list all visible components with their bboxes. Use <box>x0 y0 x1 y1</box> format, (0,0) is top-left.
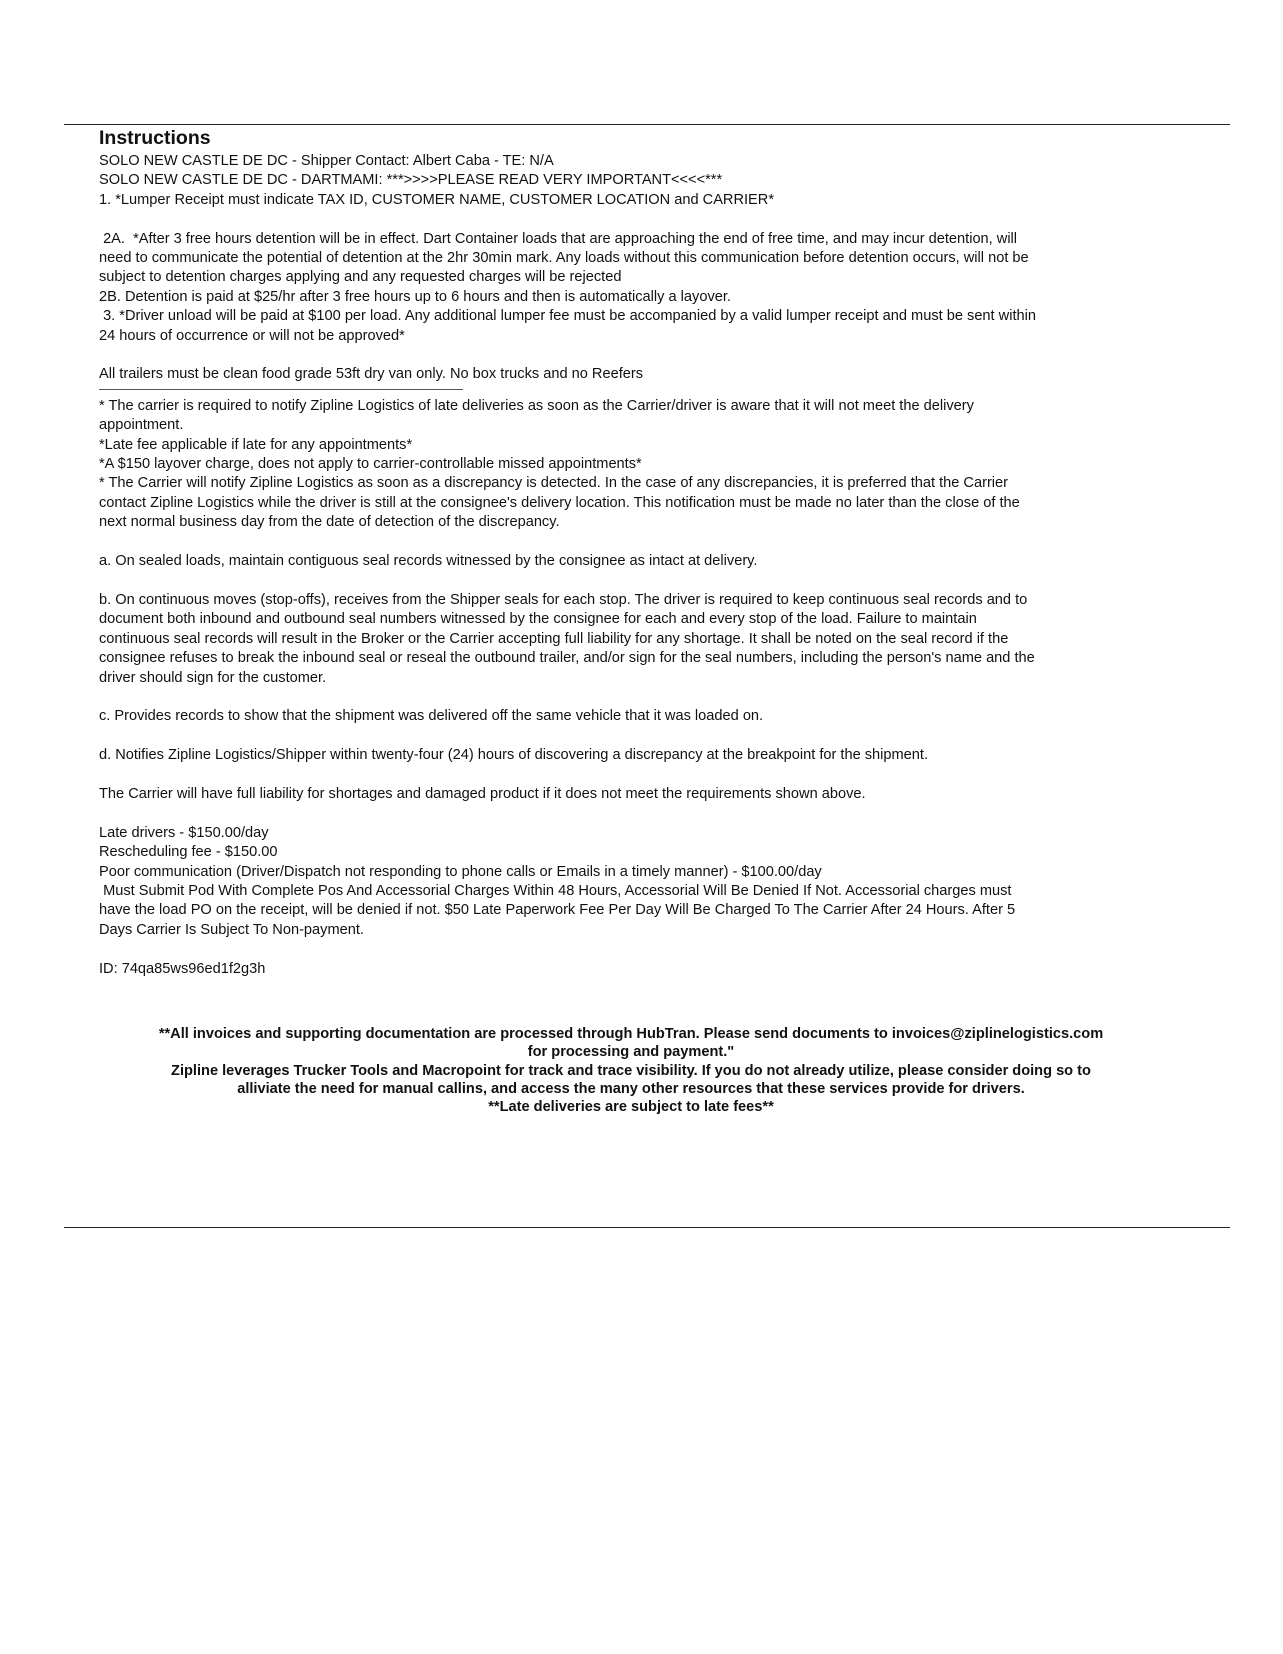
layover-line: *A $150 layover charge, does not apply to carrier-controllable missed appointments* <box>99 456 642 473</box>
instructions-section <box>99 126 1139 979</box>
item-a-line: a. On sealed loads, maintain contiguous seal records witnessed by the consignee as intact at delivery. <box>99 553 758 570</box>
late-notify-line: appointment. <box>99 417 184 434</box>
pod-submission-line: have the load PO on the receipt, will be denied if not. $50 Late Paperwork Fee Per Day Will Be Charged To The Carrier After 24 Hours. After 5 <box>99 902 1016 919</box>
item-d-line: d. Notifies Zipline Logistics/Shipper within twenty-four (24) hours of discovering a discrepancy at the breakpoint for the shipment. <box>99 747 929 764</box>
bottom-divider <box>64 1227 1230 1228</box>
item-b-line: b. On continuous moves (stop-offs), receives from the Shipper seals for each stop. The driver is required to keep continuous seal records and to <box>99 591 1028 608</box>
late-fee-line: *Late fee applicable if late for any appointments* <box>99 436 413 453</box>
discrepancy-line: * The Carrier will notify Zipline Logistics as soon as a discrepancy is detected. In the case of any discrepancies, it is preferred that the Carrier <box>99 475 1009 492</box>
tracking-line: alliviate the need for manual callins, and access the many other resources that these services provide for drivers. <box>237 1080 1025 1097</box>
spacer <box>99 533 1139 552</box>
detention-2a-line: 2A. *After 3 free hours detention will be in effect. Dart Container loads that are approaching the end of free time, and may incur detention, will <box>99 230 1018 247</box>
important-notice-line: SOLO NEW CASTLE DE DC - DARTMAMI: ***>>>>PLEASE READ VERY IMPORTANT<<<<*** <box>99 172 723 189</box>
item-b-line: continuous seal records will result in the Broker or the Carrier accepting full liability for any shortage. It shall be noted on the seal record if the <box>99 630 1009 647</box>
lumper-receipt-line: 1. *Lumper Receipt must indicate TAX ID, CUSTOMER NAME, CUSTOMER LOCATION and CARRIER* <box>99 191 775 208</box>
document-id-line: ID: 74qa85ws96ed1f2g3h <box>99 960 266 977</box>
detention-2b-line: 2B. Detention is paid at $25/hr after 3 free hours up to 6 hours and then is automatically a layover. <box>99 288 731 305</box>
pod-submission-line: Days Carrier Is Subject To Non-payment. <box>99 921 364 938</box>
spacer <box>99 940 1139 959</box>
item-b-line: driver should sign for the customer. <box>99 669 327 686</box>
late-deliveries-line: **Late deliveries are subject to late fees** <box>488 1099 774 1116</box>
spacer <box>99 571 1139 590</box>
instructions-heading: Instructions <box>99 127 211 149</box>
pod-submission-line: Must Submit Pod With Complete Pos And Accessorial Charges Within 48 Hours, Accessorial Will Be Denied If Not. Accessorial charges must <box>99 882 1012 899</box>
tracking-line: Zipline leverages Trucker Tools and Macropoint for track and trace visibility. If you do not already utilize, please consider doing so to <box>171 1062 1091 1079</box>
liability-line: The Carrier will have full liability for shortages and damaged product if it does not meet the requirements shown above. <box>99 785 866 802</box>
discrepancy-line: contact Zipline Logistics while the driver is still at the consignee's delivery location. This notification must be made no later than the close of the <box>99 494 1020 511</box>
invoices-line: **All invoices and supporting documentation are processed through HubTran. Please send documents to invoices@ziplinelogistics.com <box>158 1026 1104 1042</box>
top-divider <box>64 124 1230 125</box>
late-notify-line: * The carrier is required to notify Zipline Logistics of late deliveries as soon as the Carrier/driver is aware that it will not meet the delivery <box>99 397 974 414</box>
spacer <box>99 804 1139 823</box>
driver-unload-line: 24 hours of occurrence or will not be approved* <box>99 327 405 344</box>
discrepancy-line: next normal business day from the date of detection of the discrepancy. <box>99 514 560 531</box>
invoices-line: for processing and payment." <box>527 1044 735 1061</box>
spacer <box>99 727 1139 746</box>
trailers-line: All trailers must be clean food grade 53ft dry van only. No box trucks and no Reefers <box>99 366 644 383</box>
spacer <box>99 766 1139 785</box>
item-b-line: document both inbound and outbound seal numbers witnessed by the consignee for each and every stop of the load. Failure to maintain <box>99 611 977 628</box>
item-b-line: consignee refuses to break the inbound seal or reseal the outbound trailer, and/or sign for the seal numbers, including the person's name and the <box>99 650 1035 667</box>
section-divider <box>99 389 463 390</box>
late-drivers-fee-line: Late drivers - $150.00/day <box>99 824 269 841</box>
spacer <box>99 688 1139 707</box>
driver-unload-line: 3. *Driver unload will be paid at $100 per load. Any additional lumper fee must be accompanied by a valid lumper receipt and must be sent within <box>99 308 1036 325</box>
footer-notice <box>99 1025 1163 1116</box>
spacer <box>99 346 1139 365</box>
shipper-contact-line: SOLO NEW CASTLE DE DC - Shipper Contact: Albert Caba - TE: N/A <box>99 153 554 169</box>
item-c-line: c. Provides records to show that the shipment was delivered off the same vehicle that it was loaded on. <box>99 708 764 725</box>
poor-communication-fee-line: Poor communication (Driver/Dispatch not responding to phone calls or Emails in a timely manner) - $100.00/day <box>99 863 822 880</box>
detention-2a-line: subject to detention charges applying and any requested charges will be rejected <box>99 269 622 286</box>
spacer <box>99 210 1139 229</box>
detention-2a-line: need to communicate the potential of detention at the 2hr 30min mark. Any loads without this communication before detention occurs, will not be <box>99 250 1029 267</box>
rescheduling-fee-line: Rescheduling fee - $150.00 <box>99 844 278 861</box>
